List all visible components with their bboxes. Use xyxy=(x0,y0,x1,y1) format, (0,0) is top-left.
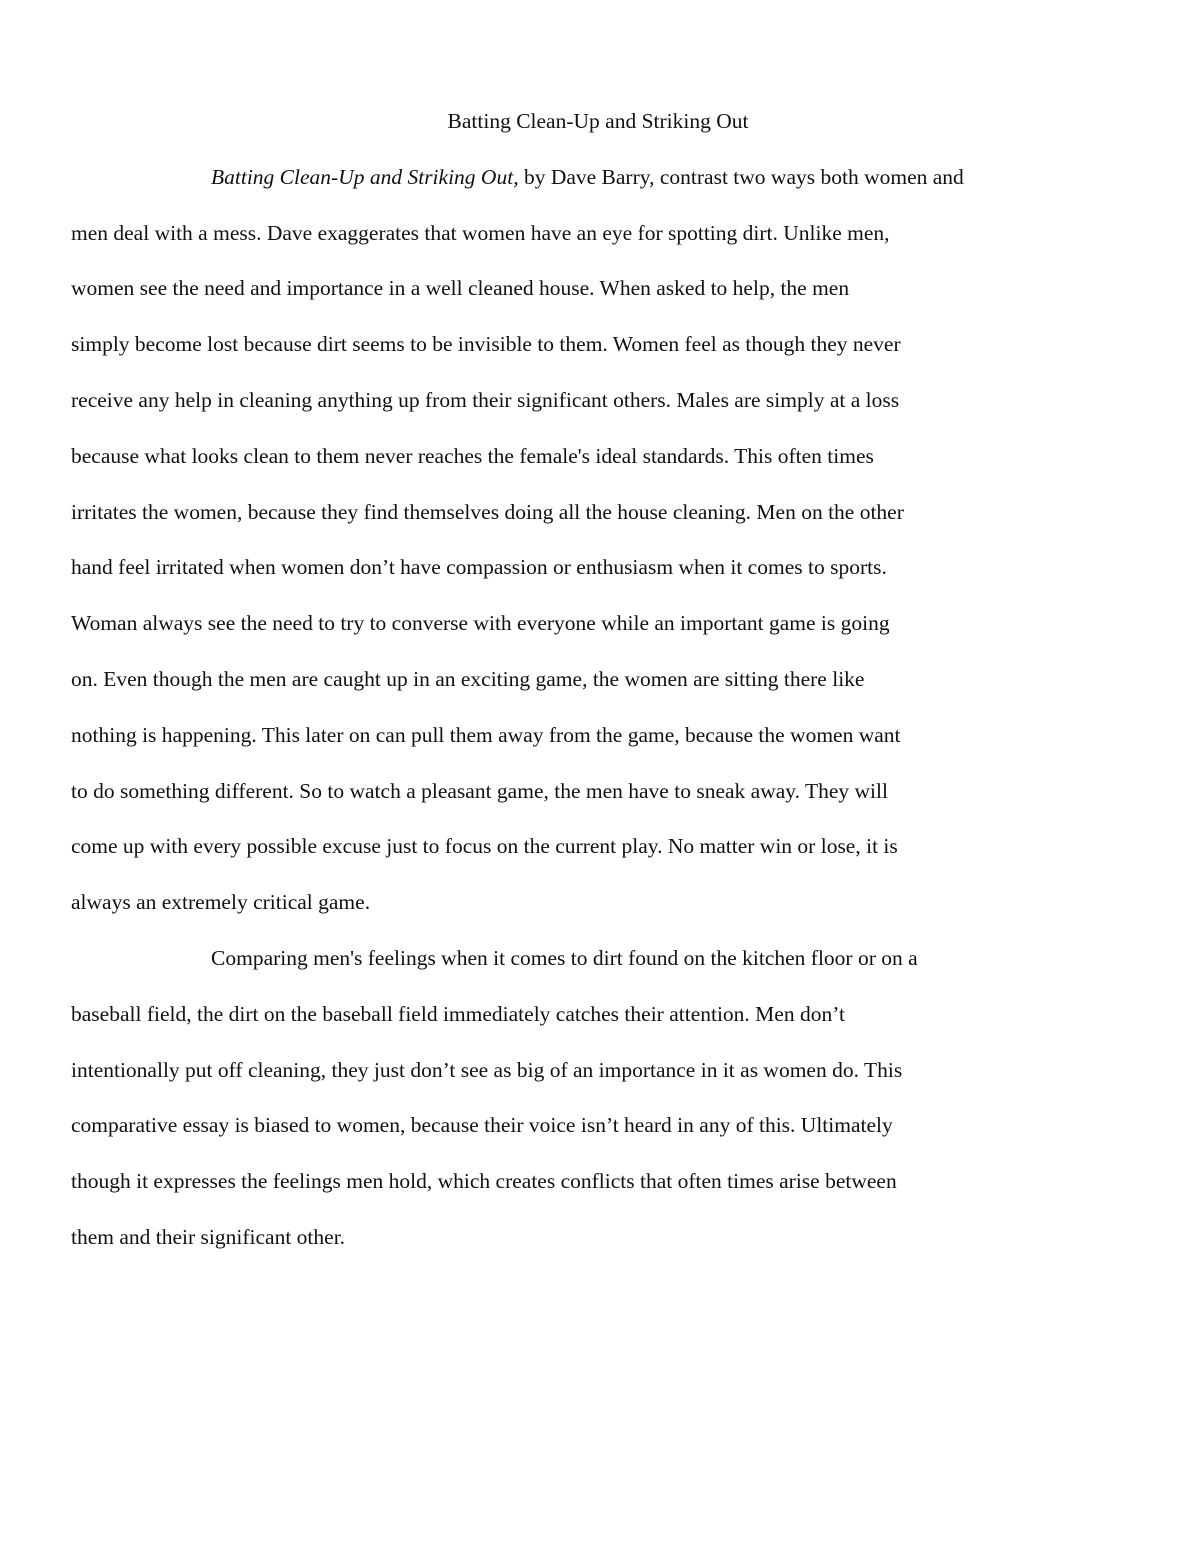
paragraph-1-line: men deal with a mess. Dave exaggerates that women have an eye for spotting dirt. Unlike men, xyxy=(71,220,890,245)
paragraph-1-line: always an extremely critical game. xyxy=(71,890,371,915)
paragraph-1-line: because what looks clean to them never reaches the female's ideal standards. This often times xyxy=(71,443,874,468)
paragraph-1-line: on. Even though the men are caught up in an exciting game, the women are sitting there like xyxy=(71,666,865,691)
paragraph-1-line: to do something different. So to watch a pleasant game, the men have to sneak away. They will xyxy=(71,778,888,803)
paragraph-1-line: irritates the women, because they find themselves doing all the house cleaning. Men on the other xyxy=(71,499,904,524)
paragraph-1-line: receive any help in cleaning anything up from their significant others. Males are simply at a loss xyxy=(71,387,900,412)
paragraph-1-line: women see the need and importance in a well cleaned house. When asked to help, the men xyxy=(71,276,850,301)
paragraph-2-line: them and their significant other. xyxy=(71,1224,346,1249)
paragraph-1-line: come up with every possible excuse just to focus on the current play. No matter win or lose, it is xyxy=(71,834,898,859)
paragraph-1-line: Woman always see the need to try to converse with everyone while an important game is going xyxy=(71,611,890,636)
paragraph-2-line: though it expresses the feelings men hold, which creates conflicts that often times arise between xyxy=(71,1169,897,1194)
paragraph-2 xyxy=(71,931,1055,1266)
paragraph-1 xyxy=(71,150,1055,931)
paragraph-2-line: baseball field, the dirt on the baseball field immediately catches their attention. Men don’t xyxy=(71,1001,845,1026)
paragraph-2-line: comparative essay is biased to women, because their voice isn’t heard in any of this. Ultimately xyxy=(71,1113,893,1138)
paragraph-1-line: hand feel irritated when women don’t have compassion or enthusiasm when it comes to sports. xyxy=(71,555,887,580)
paragraph-1-line-1 xyxy=(141,150,1055,206)
paragraph-1-line: nothing is happening. This later on can pull them away from the game, because the women want xyxy=(71,722,901,747)
paragraph-1-line-1-rest: , by Dave Barry, contrast two ways both women and xyxy=(513,164,964,189)
work-title-italic: Batting Clean-Up and Striking Out xyxy=(211,164,514,189)
paragraph-1-line: simply become lost because dirt seems to be invisible to them. Women feel as though they never xyxy=(71,332,901,357)
essay-title: Batting Clean-Up and Striking Out xyxy=(447,109,749,133)
paragraph-2-line: intentionally put off cleaning, they just don’t see as big of an importance in it as women do. This xyxy=(71,1057,903,1082)
document-body xyxy=(71,94,1055,1266)
paragraph-2-line-1: Comparing men's feelings when it comes to dirt found on the kitchen floor or on a xyxy=(211,945,918,970)
